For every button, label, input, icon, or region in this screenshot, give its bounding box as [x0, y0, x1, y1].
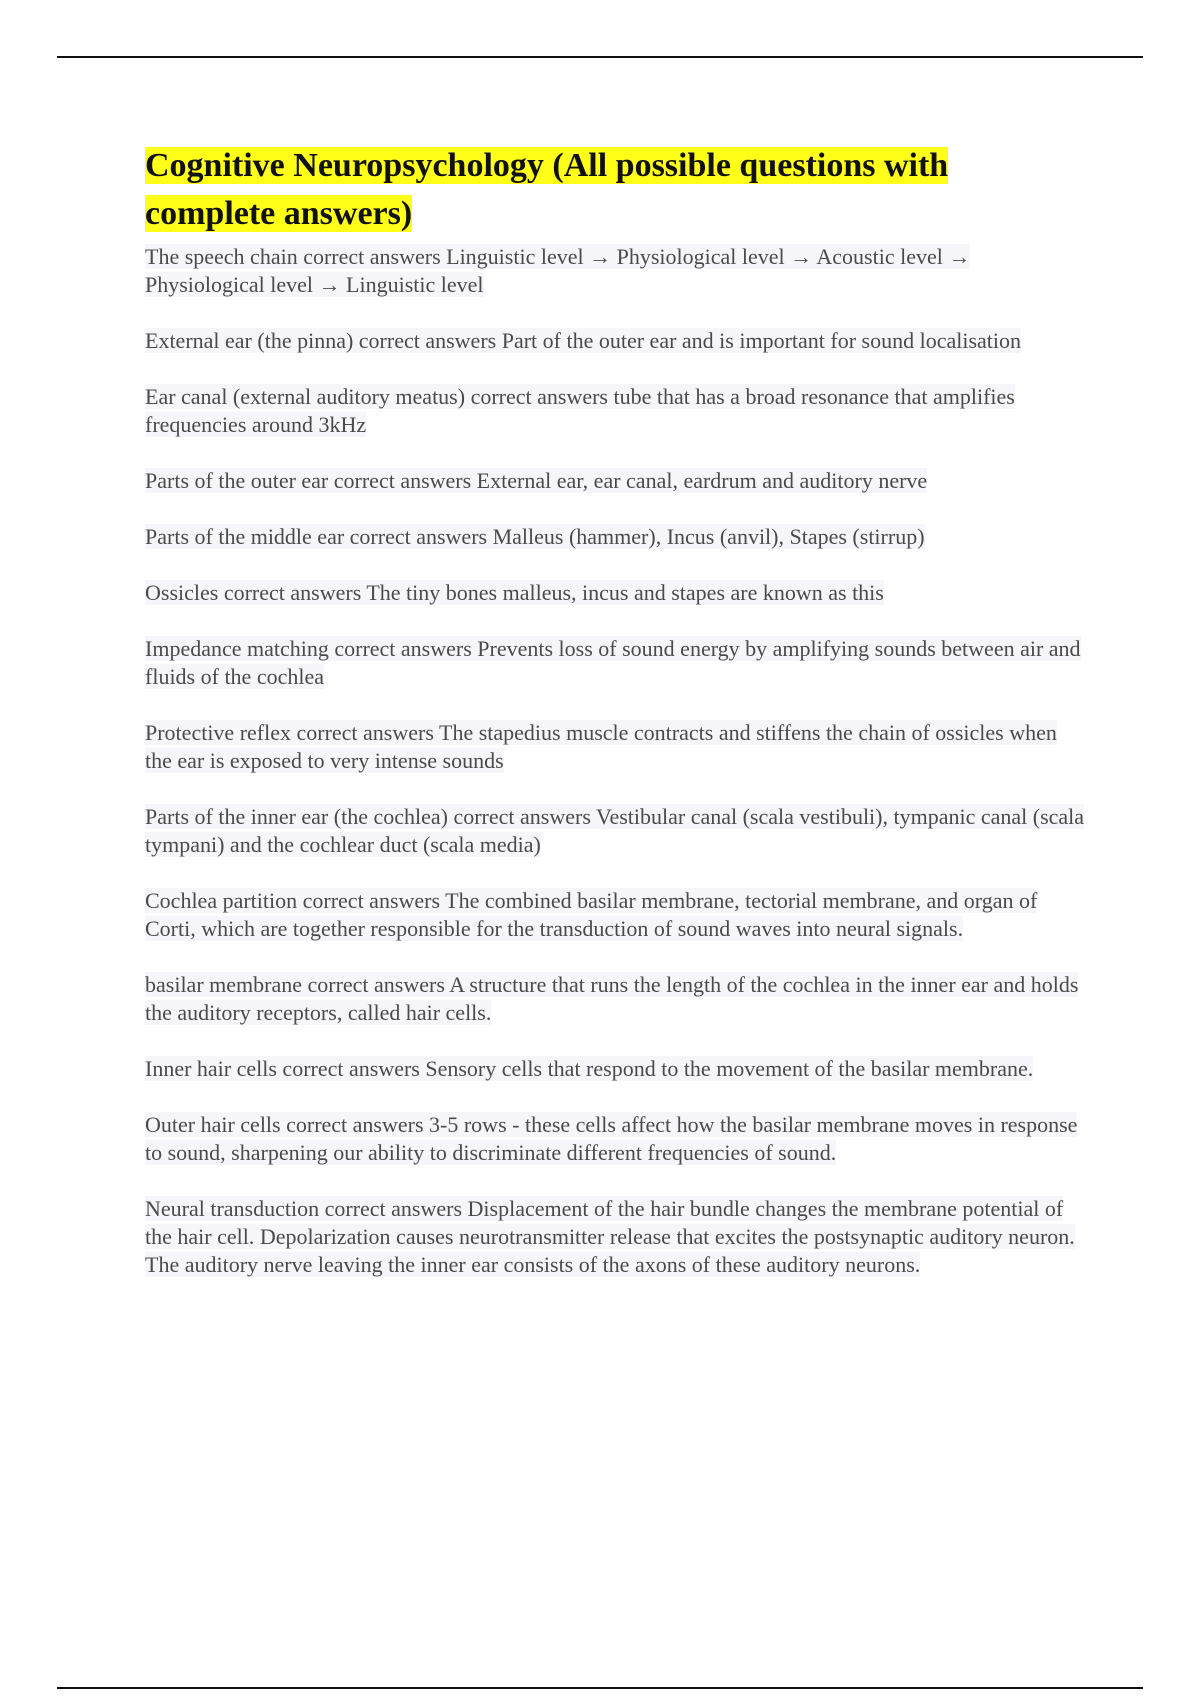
qa-entry	[145, 1111, 1085, 1167]
top-rule	[57, 56, 1143, 58]
qa-entry-continuation: The auditory nerve leaving the inner ear consists of the axons of these auditory neurons.	[145, 1252, 921, 1277]
qa-entry	[145, 971, 1085, 1027]
qa-entry-text: Parts of the middle ear correct answers Malleus (hammer), Incus (anvil), Stapes (stirrup)	[145, 524, 925, 549]
qa-entry-text: Impedance matching correct answers Prevents loss of sound energy by amplifying sounds between air and fluids of the cochlea	[145, 636, 1081, 689]
qa-entry-text: Parts of the outer ear correct answers External ear, ear canal, eardrum and auditory nerve	[145, 468, 928, 493]
qa-entry-text: The speech chain correct answers Linguistic level → Physiological level → Acoustic level → Physiological level → Linguistic level	[145, 244, 971, 297]
qa-entry	[145, 1055, 1085, 1083]
qa-entry-text: Ossicles correct answers The tiny bones malleus, incus and stapes are known as this	[145, 580, 884, 605]
qa-entry-text: Cochlea partition correct answers The combined basilar membrane, tectorial membrane, and organ of Corti, which are together responsible for the transduction of sound waves into neural signals.	[145, 888, 1038, 941]
qa-entry-text: Neural transduction correct answers Displacement of the hair bundle changes the membrane potential of the hair cell. Depolarization causes neurotransmitter release that excites the postsynaptic auditory neuron.	[145, 1196, 1075, 1249]
qa-entry	[145, 579, 1085, 607]
qa-entry-text: basilar membrane correct answers A structure that runs the length of the cochlea in the inner ear and holds the auditory receptors, called hair cells.	[145, 972, 1079, 1025]
qa-entry	[145, 467, 1085, 495]
qa-entry	[145, 327, 1085, 355]
qa-entry	[145, 887, 1085, 943]
qa-entry	[145, 635, 1085, 691]
qa-entry	[145, 523, 1085, 551]
qa-entry	[145, 383, 1085, 439]
qa-entry-text: Outer hair cells correct answers 3-5 rows - these cells affect how the basilar membrane moves in response to sound, sharpening our ability to discriminate different frequencies of sound.	[145, 1112, 1078, 1165]
document-title: Cognitive Neuropsychology (All possible questions with complete answers)	[145, 147, 949, 232]
qa-entry-text: Parts of the inner ear (the cochlea) correct answers Vestibular canal (scala vestibuli), tympanic canal (scala tympani) and the cochlear duct (scala media)	[145, 804, 1085, 857]
title-block	[145, 145, 1085, 241]
bottom-rule	[57, 1687, 1143, 1689]
qa-entry	[145, 1195, 1085, 1279]
qa-entry-text: Protective reflex correct answers The stapedius muscle contracts and stiffens the chain of ossicles when the ear is exposed to very intense sounds	[145, 720, 1057, 773]
document-body	[145, 145, 1085, 1307]
qa-entry-text: External ear (the pinna) correct answers Part of the outer ear and is important for sound localisation	[145, 328, 1022, 353]
qa-entry	[145, 803, 1085, 859]
qa-entry	[145, 243, 1085, 299]
qa-list	[145, 243, 1085, 1279]
qa-entry-text: Inner hair cells correct answers Sensory cells that respond to the movement of the basilar membrane.	[145, 1056, 1034, 1081]
qa-entry	[145, 719, 1085, 775]
qa-entry-text: Ear canal (external auditory meatus) correct answers tube that has a broad resonance that amplifies frequencies around 3kHz	[145, 384, 1015, 437]
